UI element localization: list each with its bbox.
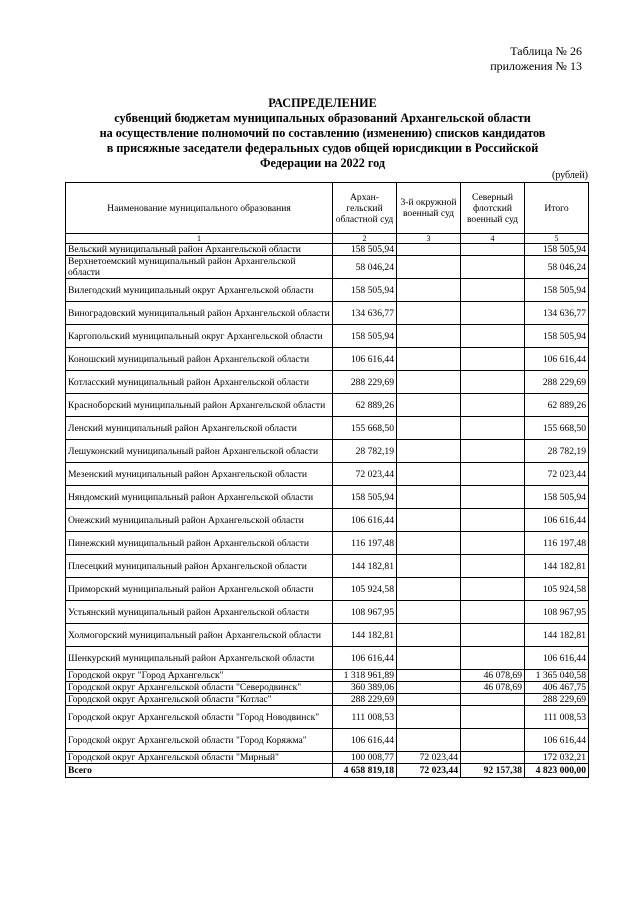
header-total: Итого <box>525 183 589 234</box>
row-total-value: 158 505,94 <box>525 279 589 302</box>
row-total-value: 144 182,81 <box>525 624 589 647</box>
row-total-value: 288 229,69 <box>525 371 589 394</box>
row-regional-court-value: 158 505,94 <box>333 325 397 348</box>
row-district-court-value <box>397 555 461 578</box>
table-row <box>66 752 589 764</box>
row-total-value: 108 967,95 <box>525 601 589 624</box>
row-district-court-value <box>397 371 461 394</box>
row-district-court-value <box>397 647 461 670</box>
row-fleet-court-value <box>461 509 525 532</box>
column-number: 5 <box>525 234 589 244</box>
table-row <box>66 647 589 670</box>
row-fleet-court-value <box>461 302 525 325</box>
total-total-value: 4 823 000,00 <box>525 764 589 778</box>
row-name: Онежский муниципальный район Архангельской области <box>66 509 333 532</box>
row-regional-court-value: 155 668,50 <box>333 417 397 440</box>
row-regional-court-value: 28 782,19 <box>333 440 397 463</box>
header-district-court: 3-й окружной военный суд <box>397 183 461 234</box>
row-fleet-court-value <box>461 394 525 417</box>
row-district-court-value <box>397 706 461 729</box>
row-regional-court-value: 288 229,69 <box>333 371 397 394</box>
row-name: Городской округ "Город Архангельск" <box>66 670 333 682</box>
column-number: 4 <box>461 234 525 244</box>
column-number: 3 <box>397 234 461 244</box>
table-row <box>66 463 589 486</box>
total-district-court-value: 72 023,44 <box>397 764 461 778</box>
row-district-court-value <box>397 670 461 682</box>
row-district-court-value <box>397 694 461 706</box>
row-total-value: 288 229,69 <box>525 694 589 706</box>
row-district-court-value <box>397 532 461 555</box>
row-fleet-court-value <box>461 694 525 706</box>
column-number: 1 <box>66 234 333 244</box>
row-fleet-court-value <box>461 348 525 371</box>
row-district-court-value <box>397 601 461 624</box>
title-line-2: субвенций бюджетам муниципальных образований Архангельской области <box>114 111 531 125</box>
total-fleet-court-value: 92 157,38 <box>461 764 525 778</box>
row-regional-court-value: 1 318 961,89 <box>333 670 397 682</box>
table-reference <box>490 44 582 74</box>
row-total-value: 1 365 040,58 <box>525 670 589 682</box>
row-name: Виноградовский муниципальный район Архангельской области <box>66 302 333 325</box>
row-regional-court-value: 106 616,44 <box>333 509 397 532</box>
row-district-court-value <box>397 509 461 532</box>
table-row <box>66 706 589 729</box>
row-name: Каргопольский муниципальный округ Архангельской области <box>66 325 333 348</box>
appendix-number: приложения № 13 <box>490 59 582 73</box>
row-district-court-value <box>397 729 461 752</box>
row-total-value: 172 032,21 <box>525 752 589 764</box>
row-regional-court-value: 106 616,44 <box>333 348 397 371</box>
row-name: Няндомский муниципальный район Архангельской области <box>66 486 333 509</box>
row-total-value: 105 924,58 <box>525 578 589 601</box>
table-row <box>66 555 589 578</box>
header-fleet-court: Северный флотский военный суд <box>461 183 525 234</box>
table-row <box>66 302 589 325</box>
table-row <box>66 348 589 371</box>
row-regional-court-value: 144 182,81 <box>333 555 397 578</box>
row-regional-court-value: 360 389,06 <box>333 682 397 694</box>
row-fleet-court-value <box>461 555 525 578</box>
row-total-value: 72 023,44 <box>525 463 589 486</box>
column-number: 2 <box>333 234 397 244</box>
row-name: Красноборский муниципальный район Архангельской области <box>66 394 333 417</box>
row-total-value: 106 616,44 <box>525 729 589 752</box>
row-district-court-value <box>397 302 461 325</box>
row-name: Мезенский муниципальный район Архангельской области <box>66 463 333 486</box>
table-row <box>66 440 589 463</box>
row-total-value: 158 505,94 <box>525 244 589 256</box>
row-name: Городской округ Архангельской области "Мирный" <box>66 752 333 764</box>
row-name: Городской округ Архангельской области "Город Коряжма" <box>66 729 333 752</box>
table-row <box>66 624 589 647</box>
row-district-court-value <box>397 256 461 279</box>
row-fleet-court-value <box>461 279 525 302</box>
row-name: Вельский муниципальный район Архангельской области <box>66 244 333 256</box>
row-name: Вилегодский муниципальный округ Архангельской области <box>66 279 333 302</box>
table-row <box>66 729 589 752</box>
row-regional-court-value: 108 967,95 <box>333 601 397 624</box>
table-row <box>66 325 589 348</box>
row-total-value: 158 505,94 <box>525 325 589 348</box>
row-regional-court-value: 134 636,77 <box>333 302 397 325</box>
row-name: Городской округ Архангельской области "Котлас" <box>66 694 333 706</box>
row-district-court-value <box>397 348 461 371</box>
row-fleet-court-value <box>461 532 525 555</box>
table-number: Таблица № 26 <box>510 44 582 58</box>
table-row <box>66 694 589 706</box>
row-regional-court-value: 105 924,58 <box>333 578 397 601</box>
row-fleet-court-value <box>461 244 525 256</box>
row-regional-court-value: 158 505,94 <box>333 486 397 509</box>
table-row <box>66 279 589 302</box>
row-total-value: 134 636,77 <box>525 302 589 325</box>
table-row <box>66 417 589 440</box>
table-row <box>66 601 589 624</box>
row-regional-court-value: 62 889,26 <box>333 394 397 417</box>
row-name: Плесецкий муниципальный район Архангельской области <box>66 555 333 578</box>
row-district-court-value <box>397 624 461 647</box>
header-name: Наименование муниципального образования <box>66 183 333 234</box>
title-line-5: Федерации на 2022 год <box>260 156 385 170</box>
row-total-value: 62 889,26 <box>525 394 589 417</box>
row-regional-court-value: 158 505,94 <box>333 244 397 256</box>
row-fleet-court-value <box>461 463 525 486</box>
row-name: Ленский муниципальный район Архангельской области <box>66 417 333 440</box>
total-regional-court-value: 4 658 819,18 <box>333 764 397 778</box>
row-total-value: 106 616,44 <box>525 647 589 670</box>
column-number-row <box>66 234 589 244</box>
row-name: Лешуконский муниципальный район Архангельской области <box>66 440 333 463</box>
row-fleet-court-value <box>461 578 525 601</box>
row-total-value: 58 046,24 <box>525 256 589 279</box>
row-district-court-value <box>397 244 461 256</box>
row-name: Верхнетоемский муниципальный район Архангельской области <box>66 256 333 279</box>
table-row <box>66 394 589 417</box>
row-total-value: 158 505,94 <box>525 486 589 509</box>
row-fleet-court-value <box>461 729 525 752</box>
table-row <box>66 371 589 394</box>
row-total-value: 106 616,44 <box>525 348 589 371</box>
row-total-value: 144 182,81 <box>525 555 589 578</box>
total-row <box>66 764 589 778</box>
row-name: Устьянский муниципальный район Архангельской области <box>66 601 333 624</box>
row-fleet-court-value <box>461 256 525 279</box>
table-row <box>66 532 589 555</box>
table-header-row <box>66 183 589 234</box>
row-regional-court-value: 106 616,44 <box>333 647 397 670</box>
row-name: Холмогорский муниципальный район Архангельской области <box>66 624 333 647</box>
row-regional-court-value: 100 008,77 <box>333 752 397 764</box>
row-fleet-court-value <box>461 647 525 670</box>
row-name: Приморский муниципальный район Архангельской области <box>66 578 333 601</box>
title-line-3: на осуществление полномочий по составлению (изменению) списков кандидатов <box>99 126 546 140</box>
row-district-court-value <box>397 440 461 463</box>
table-row <box>66 682 589 694</box>
row-district-court-value <box>397 394 461 417</box>
row-district-court-value <box>397 578 461 601</box>
row-regional-court-value: 158 505,94 <box>333 279 397 302</box>
row-total-value: 106 616,44 <box>525 509 589 532</box>
table-row <box>66 509 589 532</box>
row-total-value: 155 668,50 <box>525 417 589 440</box>
row-total-value: 28 782,19 <box>525 440 589 463</box>
row-fleet-court-value <box>461 706 525 729</box>
row-fleet-court-value: 46 078,69 <box>461 670 525 682</box>
row-name: Шенкурский муниципальный район Архангельской области <box>66 647 333 670</box>
row-fleet-court-value <box>461 624 525 647</box>
title-line-1: РАСПРЕДЕЛЕНИЕ <box>268 96 377 110</box>
total-label: Всего <box>66 764 333 778</box>
row-fleet-court-value <box>461 440 525 463</box>
row-district-court-value <box>397 682 461 694</box>
row-district-court-value <box>397 325 461 348</box>
row-fleet-court-value <box>461 486 525 509</box>
row-fleet-court-value <box>461 325 525 348</box>
row-total-value: 111 008,53 <box>525 706 589 729</box>
row-name: Коношский муниципальный район Архангельской области <box>66 348 333 371</box>
row-regional-court-value: 144 182,81 <box>333 624 397 647</box>
row-name: Городской округ Архангельской области "Северодвинск" <box>66 682 333 694</box>
row-name: Пинежский муниципальный район Архангельской области <box>66 532 333 555</box>
row-district-court-value <box>397 279 461 302</box>
row-regional-court-value: 58 046,24 <box>333 256 397 279</box>
row-fleet-court-value <box>461 752 525 764</box>
table-row <box>66 244 589 256</box>
row-name: Котласский муниципальный район Архангельской области <box>66 371 333 394</box>
row-district-court-value <box>397 463 461 486</box>
row-fleet-court-value <box>461 417 525 440</box>
row-regional-court-value: 288 229,69 <box>333 694 397 706</box>
row-total-value: 116 197,48 <box>525 532 589 555</box>
distribution-table <box>65 182 589 778</box>
title-line-4: в присяжные заседатели федеральных судов общей юрисдикции в Российской <box>106 141 539 155</box>
row-district-court-value <box>397 417 461 440</box>
row-regional-court-value: 116 197,48 <box>333 532 397 555</box>
document-title <box>60 96 585 171</box>
table-row <box>66 670 589 682</box>
row-regional-court-value: 72 023,44 <box>333 463 397 486</box>
row-district-court-value <box>397 486 461 509</box>
row-regional-court-value: 106 616,44 <box>333 729 397 752</box>
units-label: (рублей) <box>551 170 588 181</box>
row-district-court-value: 72 023,44 <box>397 752 461 764</box>
row-fleet-court-value <box>461 601 525 624</box>
table-row <box>66 256 589 279</box>
header-regional-court: Архан-гельский областной суд <box>333 183 397 234</box>
row-fleet-court-value: 46 078,69 <box>461 682 525 694</box>
table-row <box>66 578 589 601</box>
row-total-value: 406 467,75 <box>525 682 589 694</box>
row-fleet-court-value <box>461 371 525 394</box>
row-regional-court-value: 111 008,53 <box>333 706 397 729</box>
table-row <box>66 486 589 509</box>
row-name: Городской округ Архангельской области "Город Новодвинск" <box>66 706 333 729</box>
